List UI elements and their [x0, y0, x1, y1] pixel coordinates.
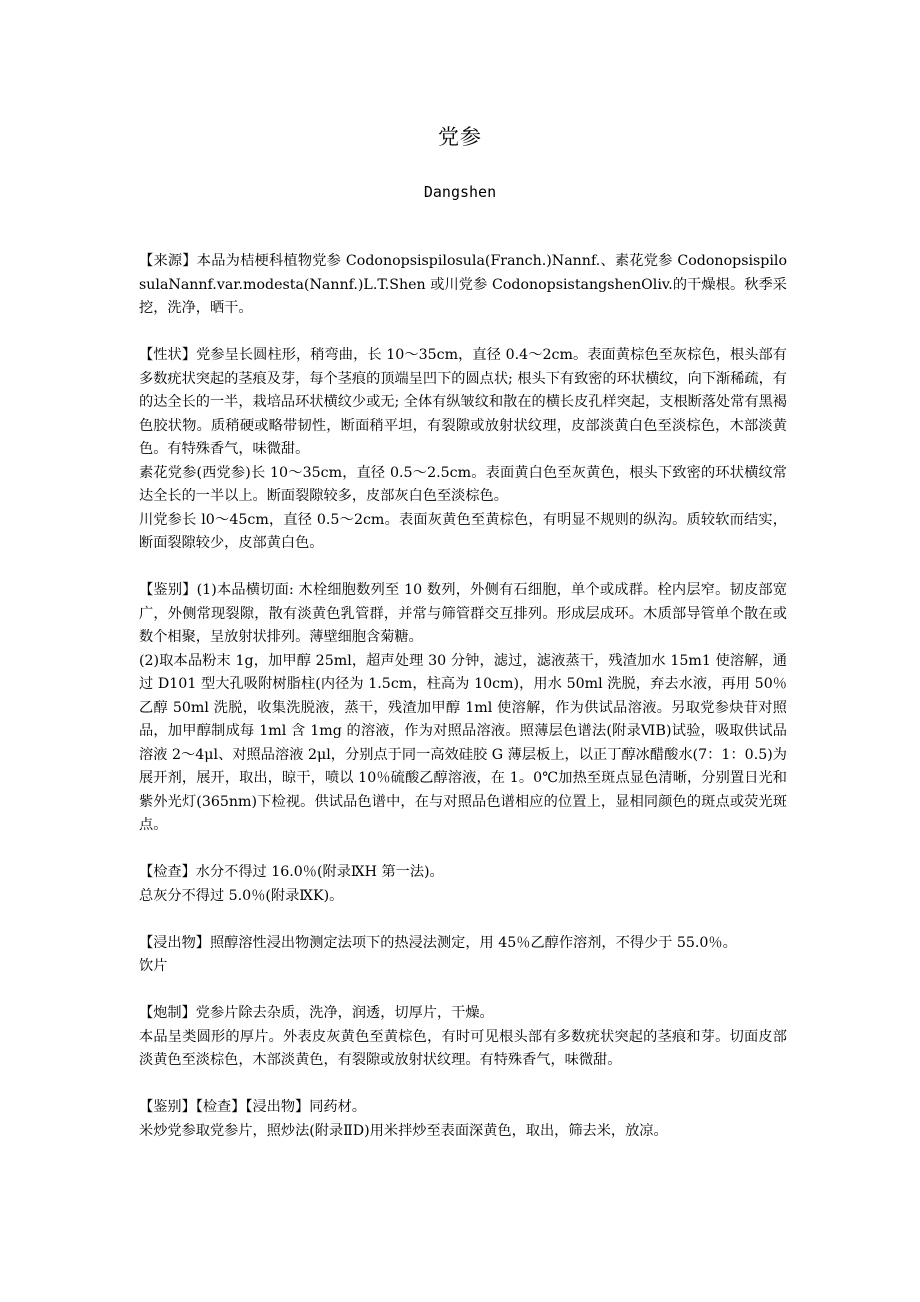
characters-chuan: 川党参长 l0～45cm，直径 0.5～2cm。表面灰黄色至黄棕色，有明显不规则的纵沟。质较软而结实，断面裂隙较少，皮部黄白色。	[139, 511, 787, 551]
page-subtitle: Dangshen	[423, 183, 497, 201]
processing-description: 本品呈类圆形的厚片。外表皮灰黄色至黄棕色，有时可见根头部有多数疣状突起的茎痕和芽。切面皮部淡黄色至淡棕色，木部淡黄色，有裂隙或放射状纹理。有特殊香气，味微甜。	[139, 1028, 787, 1068]
inspection-ash: 总灰分不得过 5.0％(附录ⅨK)。	[139, 887, 344, 904]
section-gap	[139, 321, 787, 345]
pieces-heading: 饮片	[139, 958, 168, 974]
section-gap	[139, 1073, 787, 1097]
section-gap	[139, 838, 787, 862]
characters-suhua: 素花党参(西党参)长 10～35cm，直径 0.5～2.5cm。表面黄白色至灰黄色，根头下致密的环状横纹常达全长的一半以上。断面裂隙较多，皮部灰白色至淡棕色。	[139, 464, 787, 504]
rice-fried: 米炒党参取党参片，照炒法(附录ⅡD)用米拌炒至表面深黄色，取出，筛去米，放凉。	[139, 1122, 668, 1139]
section-gap	[139, 556, 787, 580]
section-processing: 【炮制】党参片除去杂质，洗净，润透，切厚片，干燥。	[139, 1005, 494, 1021]
document-body	[139, 250, 787, 1143]
section-source: 【来源】本品为桔梗科植物党参 Codonopsispilosula(Franch.)Nannf.、素花党参 CodonopsispilosulaNannf.var.modesta(Nannf.)L.T.Shen 或川党参 CodonopsistangshenOliv.的干燥根。秋季采挖，洗净，晒干。	[139, 253, 787, 316]
section-inspection: 【检查】水分不得过 16.0％(附录ⅨH 第一法)。	[139, 864, 444, 880]
section-same-as-herb: 【鉴别】【检查】【浸出物】同药材。	[139, 1099, 366, 1115]
section-characters: 【性状】党参呈长圆柱形，稍弯曲，长 10～35cm，直径 0.4～2cm。表面黄棕色至灰棕色，根头部有多数疣状突起的茎痕及芽，每个茎痕的顶端呈凹下的圆点状; 根头下有致密的环状横纹，向下渐稀疏，有的达全长的一半，栽培品环状横纹少或无; 全体有纵皱纹和散在的横长皮孔样突起，支根断落处常有黑褐色胶状物。质稍硬或略带韧性，断面稍平坦，有裂隙或放射状纹理，皮部淡黄白色至淡棕色，木部淡黄色。有特殊香气，味微甜。	[139, 347, 787, 457]
section-identification: 【鉴别】(1)本品横切面: 木栓细胞数列至 10 数列，外侧有石细胞，单个或成群。栓内层窄。韧皮部宽广，外侧常现裂隙，散有淡黄色乳管群，并常与筛管群交互排列。形成层成环。木质部导管单个散在或数个相聚，呈放射状排列。薄壁细胞含菊糖。	[139, 582, 787, 645]
identification-tlc: (2)取本品粉末 1g，加甲醇 25ml，超声处理 30 分钟，滤过，滤液蒸干，残渣加水 15m1 使溶解，通过 D101 型大孔吸附树脂柱(内径为 1.5cm，柱高为 10cm)，用水 50ml 洗脱，弃去水液，再用 50％乙醇 50ml 洗脱，收集洗脱液，蒸干，残渣加甲醇 1ml 使溶解，作为供试品溶液。另取党参炔苷对照品，加甲醇制成每 1ml 含 1mg 的溶液，作为对照品溶液。照薄层色谱法(附录ⅥB)试验，吸取供试品溶液 2～4μl、对照品溶液 2μl，分别点于同一高效硅胶 G 薄层板上，以正丁醇冰醋酸水(7：1：0.5)为展开剂，展开，取出，晾干，喷以 10％硫酸乙醇溶液，在 1。0℃加热至斑点显色清晰，分别置日光和紫外光灯(365nm)下检视。供试品色谱中，在与对照品色谱相应的位置上，显相同颜色的斑点或荧光斑点。	[139, 652, 787, 833]
section-extract: 【浸出物】照醇溶性浸出物测定法项下的热浸法测定，用 45％乙醇作溶剂，不得少于 55.0％。	[139, 934, 737, 951]
section-gap	[139, 908, 787, 932]
section-gap	[139, 979, 787, 1003]
page-title: 党参	[438, 125, 482, 149]
